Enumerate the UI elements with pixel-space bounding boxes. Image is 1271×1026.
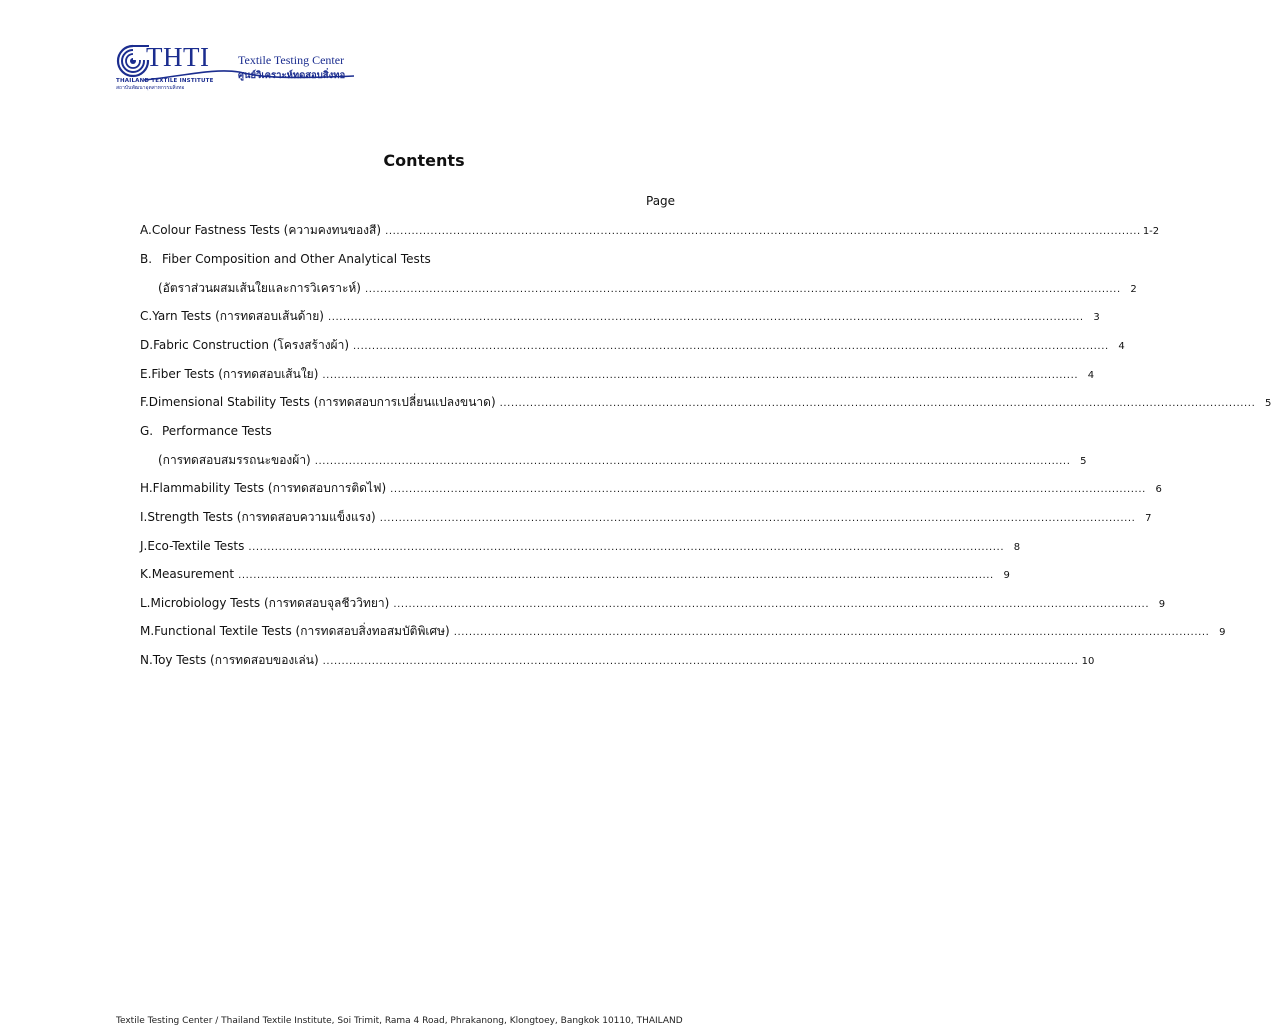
toc-dot-leader: ........................................................................................................................................................................................................ [390, 484, 1146, 495]
toc-entry-letter: C. [140, 309, 153, 323]
toc-entry [140, 652, 1095, 670]
toc-entry-label: Performance Tests [162, 424, 272, 438]
toc-entry-letter: A. [140, 223, 152, 237]
toc-entry-letter: J. [140, 539, 148, 553]
toc-dot-leader: ........................................................................................................................................................................................................ [385, 226, 1141, 237]
institute-name-th: สถาบันพัฒนาอุตสาหกรรมสิ่งทอ [116, 85, 185, 91]
toc-entry-label: Strength Tests (การทดสอบความแข็งแรง) [147, 510, 376, 524]
toc-entry-page-number: 2 [1130, 284, 1137, 295]
toc-entry-page-number: 9 [1003, 570, 1010, 581]
toc-entry [140, 623, 1226, 641]
toc-entry-page-number: 6 [1155, 484, 1162, 495]
toc-dot-leader: ........................................................................................................................................................................................................ [499, 398, 1256, 409]
toc-entry [140, 538, 1021, 556]
toc-entry-page-number: 8 [1013, 542, 1021, 553]
toc-entry-label: (การทดสอบสมรรถนะของผ้า) [158, 453, 311, 467]
toc-entry-letter: K. [140, 567, 152, 581]
toc-entry-label: Fiber Composition and Other Analytical Tests [162, 252, 431, 266]
toc-entry-label: Microbiology Tests (การทดสอบจุลชีววิทยา) [150, 596, 390, 610]
page-title: Contents [383, 151, 465, 170]
toc-entry-label: Functional Textile Tests (การทดสอบสิ่งทอสมบัติพิเศษ) [154, 624, 450, 638]
toc-dot-leader: ........................................................................................................................................................................................................ [379, 513, 1136, 524]
toc-dot-leader: ........................................................................................................................................................................................................ [353, 341, 1109, 352]
toc-entry-letter: D. [140, 338, 154, 352]
toc-dot-leader: ........................................................................................................................................................................................................ [248, 542, 1005, 553]
toc-entry-label: Toy Tests (การทดสอบของเล่น) [152, 653, 319, 667]
toc-entry-page-number: 3 [1093, 312, 1100, 323]
toc-entry-label: Fiber Tests (การทดสอบเส้นใย) [151, 367, 319, 381]
toc-entry [140, 394, 1271, 412]
toc-entry-letter: F. [140, 395, 149, 409]
toc-entry [140, 251, 671, 267]
toc-entry-page-number: 5 [1080, 456, 1087, 467]
toc-entry [140, 308, 1100, 326]
center-name-th: ศูนย์วิเคราะห์ทดสอบสิ่งทอ [238, 70, 346, 81]
toc-entry-label: Colour Fastness Tests (ความคงทนของสี) [151, 223, 382, 237]
page-footer: Textile Testing Center / Thailand Textile Institute, Soi Trimit, Rama 4 Road, Phrakanong, Klongtoey, Bangkok 10110, THAILAND [116, 1016, 683, 1026]
toc-entry-page-number: 4 [1087, 370, 1095, 381]
toc-entry-label: Fabric Construction (โครงสร้างผ้า) [153, 338, 350, 352]
toc-entry-letter: N. [140, 653, 153, 667]
toc-entry [140, 480, 1162, 498]
toc-entry [158, 280, 1137, 298]
toc-dot-leader: ........................................................................................................................................................................................................ [238, 570, 994, 581]
toc-dot-leader: ........................................................................................................................................................................................................ [314, 456, 1071, 467]
toc-entry [140, 509, 1152, 527]
toc-entry [140, 337, 1125, 355]
toc-entry-letter: I. [140, 510, 148, 524]
toc-entry-letter: M. [140, 624, 155, 638]
toc-entry [140, 566, 1010, 584]
toc-dot-leader: ........................................................................................................................................................................................................ [453, 627, 1210, 638]
toc-dot-leader: ........................................................................................................................................................................................................ [393, 599, 1150, 610]
institute-name-en: THAILAND TEXTILE INSTITUTE [116, 78, 214, 84]
logo-wordmark: THTI [146, 42, 210, 72]
toc-entry [140, 423, 671, 439]
toc-entry-page-number: 7 [1145, 513, 1152, 524]
toc-entry-letter: B. [140, 252, 153, 266]
toc-entry-label: Yarn Tests (การทดสอบเส้นด้าย) [152, 309, 324, 323]
toc-entry [158, 452, 1087, 470]
toc-entry-letter: L. [140, 596, 151, 610]
toc-entry-page-number: 9 [1219, 627, 1226, 638]
toc-dot-leader: ........................................................................................................................................................................................................ [322, 656, 1079, 667]
toc-entry-label: (อัตราส่วนผสมเส้นใยและการวิเคราะห์) [158, 281, 361, 295]
toc-entry-page-number: 5 [1265, 398, 1271, 409]
toc-entry-letter: H. [140, 481, 153, 495]
toc-entry-page-number: 4 [1118, 341, 1125, 352]
center-name-en: Textile Testing Center [238, 53, 345, 67]
toc-entry [140, 366, 1095, 384]
toc-entry [140, 222, 1160, 240]
toc-entry [140, 595, 1166, 613]
toc-entry-page-number: 1-2 [1142, 226, 1160, 237]
toc-dot-leader: ........................................................................................................................................................................................................ [365, 284, 1121, 295]
toc-dot-leader: ........................................................................................................................................................................................................ [322, 370, 1079, 381]
toc-entry-label: Eco-Textile Tests [147, 539, 245, 553]
toc-entry-letter: G. [140, 424, 154, 438]
page-column-label: Page [646, 194, 676, 208]
toc-entry-page-number: 9 [1158, 599, 1166, 610]
toc-entry-label: Dimensional Stability Tests (การทดสอบการเปลี่ยนแปลงขนาด) [148, 395, 496, 409]
toc-dot-leader: ........................................................................................................................................................................................................ [327, 312, 1084, 323]
toc-entry-label: Measurement [151, 567, 235, 581]
toc-entry-page-number: 10 [1081, 656, 1095, 667]
toc-entry-letter: E. [140, 367, 152, 381]
toc-entry-label: Flammability Tests (การทดสอบการติดไฟ) [152, 481, 387, 495]
